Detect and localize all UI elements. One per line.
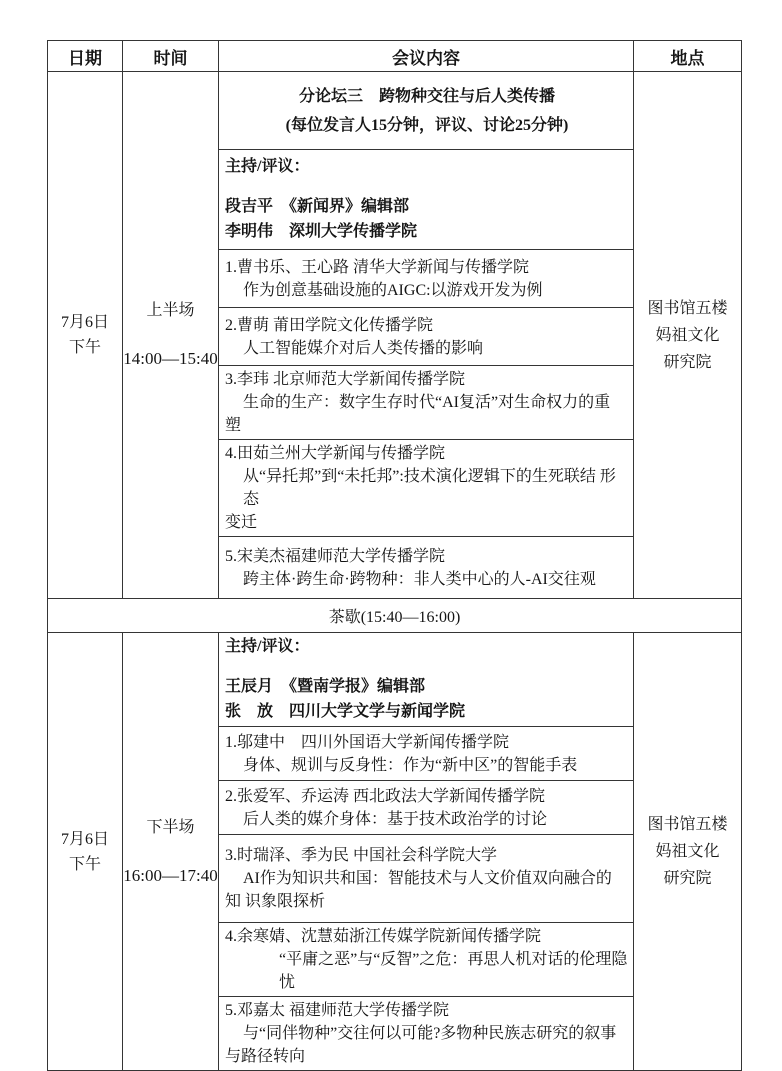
host-heading: 主持/评议： (225, 638, 310, 655)
session2-time-cell (123, 633, 219, 1071)
header-date: 日期 (48, 41, 123, 72)
agenda-item-topic: 从“异托邦”到“未托邦”:技术演化逻辑下的生死联结 形态 (243, 468, 616, 508)
agenda-item-speaker: 2.张爱军、乔运涛 西北政法大学新闻传播学院 (225, 787, 546, 805)
agenda-item-topic: “平庸之恶”与“反智”之危：再思人机对话的伦理隐忧 (279, 951, 628, 991)
session-date-line1: 7月6日 (60, 830, 109, 848)
session1-date-cell (48, 72, 123, 599)
location-line2: 妈祖文化 (655, 843, 720, 860)
agenda-item-topic-cont: 知 识象限探析 (225, 893, 326, 910)
agenda-item-topic-cont: 与路径转向 (225, 1048, 306, 1065)
location-line3: 研究院 (663, 870, 712, 887)
agenda-item (219, 923, 634, 997)
session-date-line2: 下午 (68, 339, 101, 356)
session-time-label: 下半场 (146, 818, 195, 836)
agenda-item (219, 781, 634, 835)
session-time-range: 14:00—15:40 (123, 349, 218, 368)
forum-title-line2: (每位发言人15分钟，评议、讨论25分钟) (285, 116, 569, 134)
agenda-item-speaker: 3.李玮 北京师范大学新闻传播学院 (225, 371, 466, 388)
agenda-item-topic: 与“同伴物种”交往何以可能?多物种民族志研究的叙事 (243, 1025, 617, 1042)
session1-time-cell (123, 72, 219, 599)
host-line1: 王辰月 《暨南学报》编辑部 (225, 678, 426, 695)
location-line2: 妈祖文化 (655, 326, 720, 344)
agenda-item (219, 440, 634, 537)
session2-date-cell (48, 633, 123, 1071)
agenda-item (219, 308, 634, 366)
agenda-item-topic: 后人类的媒介身体：基于技术政治学的讨论 (243, 810, 548, 828)
agenda-item-speaker: 4.田茹兰州大学新闻与传播学院 (225, 445, 446, 462)
header-location: 地点 (634, 41, 742, 72)
session2-host-row (48, 633, 742, 727)
table-header-row (48, 41, 742, 72)
host-line2: 李明伟 深圳大学传播学院 (225, 223, 418, 240)
agenda-item-speaker: 1.曹书乐、王心路 清华大学新闻与传播学院 (225, 258, 530, 276)
agenda-item-speaker: 1.邬建中 四川外国语大学新闻传播学院 (225, 733, 510, 751)
header-content: 会议内容 (219, 41, 634, 72)
agenda-item (219, 537, 634, 599)
agenda-item-speaker: 3.时瑞泽、季为民 中国社会科学院大学 (225, 847, 498, 864)
agenda-item-topic-cont: 变迁 (225, 514, 258, 531)
session1-location-cell (634, 72, 742, 599)
session-time-label: 上半场 (146, 302, 195, 319)
location-line3: 研究院 (663, 353, 712, 371)
session1-host-cell (219, 150, 634, 250)
agenda-item-topic: 生命的生产：数字生存时代“AI复活”对生命权力的重 (243, 394, 611, 411)
session2-host-cell (219, 633, 634, 727)
session1-title-row (48, 72, 742, 150)
session1-forum-title-cell (219, 72, 634, 150)
location-line1: 图书馆五楼 (647, 299, 728, 317)
host-heading: 主持/评议： (225, 158, 310, 175)
host-line2: 张 放 四川大学文学与新闻学院 (225, 703, 466, 720)
agenda-item-speaker: 5.宋美杰福建师范大学传播学院 (225, 547, 446, 565)
agenda-item-speaker: 4.余寒婧、沈慧茹浙江传媒学院新闻传播学院 (225, 928, 542, 945)
agenda-item-topic-cont: 塑 (225, 417, 242, 434)
agenda-item (219, 366, 634, 440)
location-line1: 图书馆五楼 (647, 816, 728, 833)
agenda-item-speaker: 2.曹萌 莆田学院文化传播学院 (225, 316, 434, 334)
header-time: 时间 (123, 41, 219, 72)
agenda-item (219, 997, 634, 1071)
agenda-item-topic: 身体、规训与反身性：作为“新中区”的智能手表 (243, 756, 578, 774)
conference-schedule-table (47, 40, 742, 1071)
agenda-item-speaker: 5.邓嘉太 福建师范大学传播学院 (225, 1002, 450, 1019)
session2-location-cell (634, 633, 742, 1071)
session-date-line2: 下午 (68, 855, 101, 873)
agenda-item-topic: 人工智能媒介对后人类传播的影响 (243, 339, 484, 357)
session-date-line1: 7月6日 (60, 314, 109, 331)
agenda-item (219, 250, 634, 308)
tea-break-row (48, 599, 742, 633)
agenda-item (219, 727, 634, 781)
agenda-item-topic: AI作为知识共和国：智能技术与人文价值双向融合的 (243, 870, 612, 887)
forum-title-line1: 分论坛三 跨物种交往与后人类传播 (298, 87, 555, 105)
agenda-item-topic: 作为创意基础设施的AIGC:以游戏开发为例 (243, 281, 543, 299)
agenda-item-topic: 跨主体·跨生命·跨物种：非人类中心的人-AI交往观 (243, 570, 596, 588)
agenda-item (219, 835, 634, 923)
host-line1: 段吉平 《新闻界》编辑部 (225, 198, 410, 215)
tea-break-label: 茶歇(15:40—16:00) (48, 599, 742, 633)
session-time-range: 16:00—17:40 (123, 865, 218, 885)
